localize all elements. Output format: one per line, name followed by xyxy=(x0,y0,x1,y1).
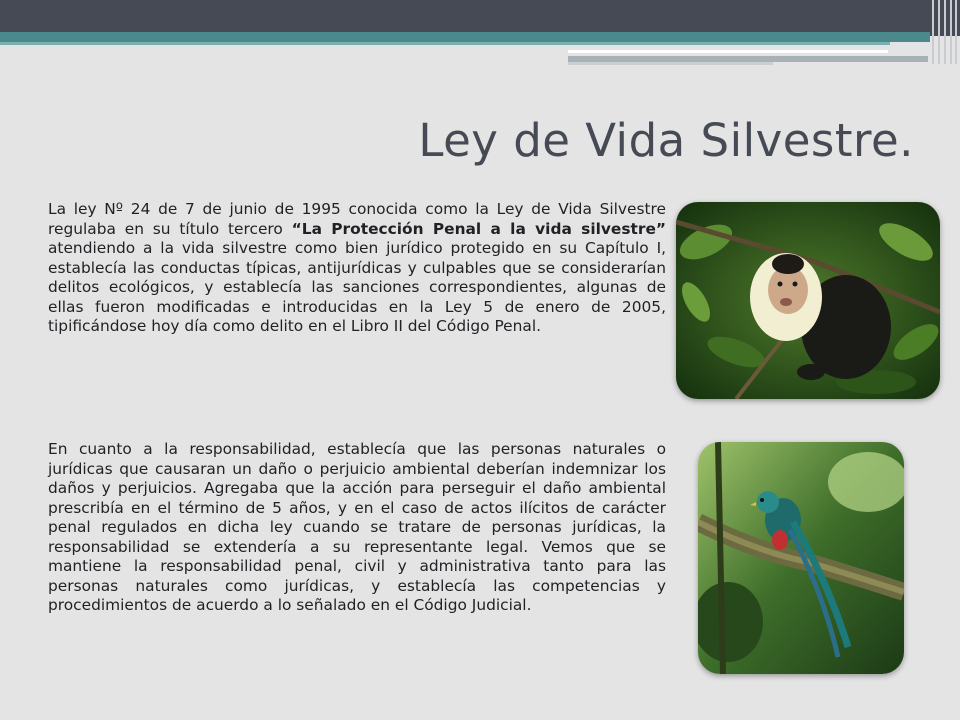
header-vertical-bars xyxy=(930,0,960,64)
paragraph-ley-24-part2: atendiendo a la vida silvestre como bien jurídico protegido en su Capítulo I, establecía las conductas típicas, antijurídicas y culpables que se considerarían delitos ecológicos, y establecía las sanciones correspondientes, algunas de ellas fueron modificadas e introducidas en la Ley 5 de enero de 2005, tipificándose hoy día como delito en el Libro II del Código Penal. xyxy=(48,239,666,335)
quetzal-bird-photo xyxy=(698,442,904,674)
paragraph-responsabilidad: En cuanto a la responsabilidad, establecía que las personas naturales o jurídicas que causaran un daño o perjuicio ambiental deberían indemnizar los daños y perjuicios. Agregaba que la acción para perseguir el daño ambiental prescribía en el término de 5 años, y en el caso de actos ilícitos de carácter penal regulados en dicha ley cuando se tratare de personas jurídicas, la responsabilidad se extendería a su representante legal. Vemos que se mantiene la responsabilidad penal, civil y administrativa tanto para las personas naturales como jurídicas, y establecía las competencias y procedimientos de acuerdo a lo señalado en el Código Judicial. xyxy=(48,440,666,614)
header-bar xyxy=(0,0,960,36)
paragraph-ley-24-bold-title: “La Protección Penal a la vida silvestre” xyxy=(291,219,666,238)
header-teal-band xyxy=(0,32,930,42)
header-teal-thin-line xyxy=(0,42,890,45)
slide-title: Ley de Vida Silvestre. xyxy=(418,114,914,167)
header-grey-line-short xyxy=(568,62,773,65)
capuchin-monkey-photo xyxy=(676,202,940,399)
paragraph-ley-24-part1: La ley Nº 24 de 7 de junio de 1995 conocida como la Ley de Vida Silvestre regulaba en su título tercero xyxy=(48,200,666,238)
header-white-line xyxy=(568,50,888,53)
paragraph-ley-24 xyxy=(48,200,666,337)
